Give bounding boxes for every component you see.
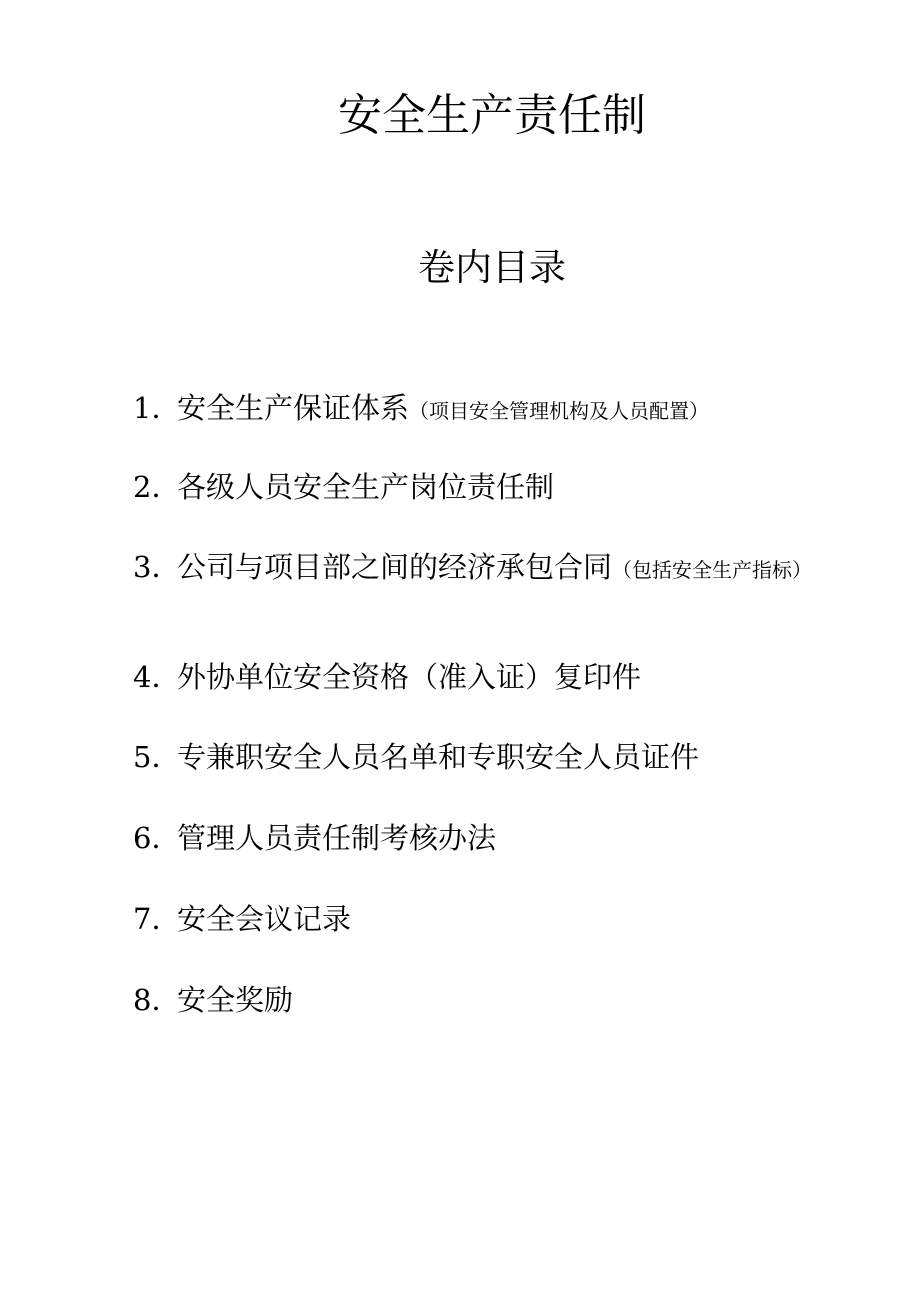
toc-item-number: 1．	[133, 391, 181, 425]
toc-item-text: 专兼职安全人员名单和专职安全人员证件	[177, 740, 700, 774]
toc-item	[133, 820, 496, 859]
toc-item-number: 8．	[133, 983, 181, 1017]
toc-item-text: 安全会议记录	[177, 902, 352, 936]
toc-item-number: 5．	[133, 740, 181, 774]
toc-item-text: 外协单位安全资格（准入证）复印件	[177, 660, 642, 694]
toc-heading: 卷内目录	[418, 246, 566, 289]
toc-item	[133, 982, 293, 1021]
toc-item-number: 6．	[133, 821, 181, 855]
toc-item-number: 4．	[133, 660, 181, 694]
toc-item	[133, 901, 351, 940]
toc-item-note: （包括安全生产指标）	[612, 558, 813, 582]
toc-item	[133, 469, 554, 508]
toc-item-text: 公司与项目部之间的经济承包合同	[177, 550, 613, 584]
toc-item-text: 安全奖励	[177, 983, 294, 1017]
toc-item-text: 管理人员责任制考核办法	[177, 821, 497, 855]
toc-item	[133, 390, 709, 429]
toc-item	[133, 659, 641, 698]
toc-item-number: 3．	[133, 550, 181, 584]
toc-item-text: 各级人员安全生产岗位责任制	[177, 470, 555, 504]
page-title: 安全生产责任制	[338, 90, 646, 141]
toc-item-number: 7．	[133, 902, 181, 936]
toc-item-note: （项目安全管理机构及人员配置）	[409, 399, 710, 423]
toc-item-number: 2．	[133, 470, 181, 504]
toc-item	[133, 739, 699, 778]
toc-item	[133, 551, 813, 586]
toc-item-text: 安全生产保证体系	[177, 391, 410, 425]
